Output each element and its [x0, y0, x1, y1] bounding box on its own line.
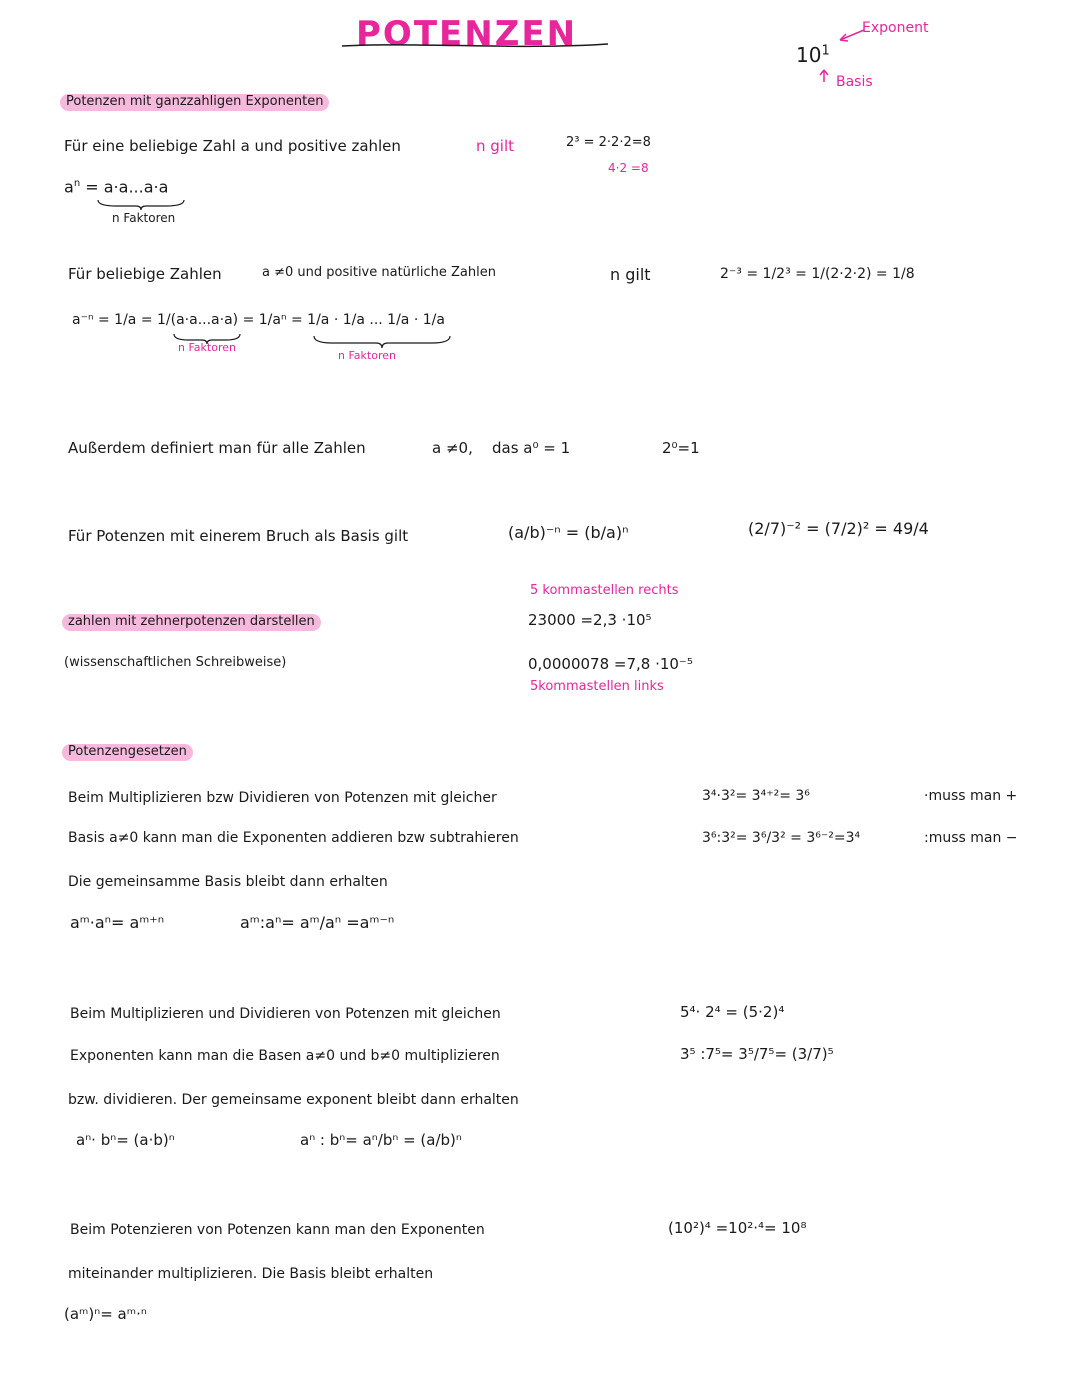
title-underline: [340, 40, 610, 50]
section3-condition: a ≠0,: [432, 439, 473, 457]
section2-factors-left: n Faktoren: [178, 341, 236, 354]
section1-example2: 4·2 =8: [608, 161, 649, 175]
section3-example: 2⁰=1: [662, 439, 700, 457]
section7-line2: Exponenten kann man die Basen a≠0 und b≠0 multiplizieren: [70, 1048, 500, 1064]
section6-formula1: aᵐ·aⁿ= aᵐ⁺ⁿ: [70, 913, 165, 932]
section6-line3: Die gemeinsamme Basis bleibt dann erhalten: [68, 874, 388, 890]
section1-brace: [96, 198, 186, 210]
section7-example1: 5⁴· 2⁴ = (5·2)⁴: [680, 1003, 785, 1021]
section8-line1: Beim Potenzieren von Potenzen kann man den Exponenten: [70, 1222, 485, 1238]
section6-heading: Potenzengesetzen: [62, 744, 193, 761]
section6-line1: Beim Multiplizieren bzw Dividieren von Potenzen mit gleicher: [68, 790, 497, 806]
section5-heading: zahlen mit zehnerpotenzen darstellen: [62, 614, 321, 631]
section3-das: das a⁰ = 1: [492, 439, 571, 457]
section6-formula2: aᵐ:aⁿ= aᵐ/aⁿ =aᵐ⁻ⁿ: [240, 913, 395, 932]
section7-example2: 3⁵ :7⁵= 3⁵/7⁵= (3/7)⁵: [680, 1045, 834, 1063]
section7-formula2: aⁿ : bⁿ= aⁿ/bⁿ = (a/b)ⁿ: [300, 1131, 462, 1149]
section5-ex2: 0,0000078 =7,8 ·10⁻⁵: [528, 655, 693, 673]
section8-formula: (aᵐ)ⁿ= aᵐ·ⁿ: [64, 1305, 147, 1323]
section2-factors-right: n Faktoren: [338, 349, 396, 362]
section1-line1: Für eine beliebige Zahl a und positive zahlen: [64, 137, 401, 155]
section5-sub: (wissenschaftlichen Schreibweise): [64, 655, 287, 670]
basis-label: Basis: [836, 74, 873, 90]
section2-formula: a⁻ⁿ = 1/a = 1/(a·a...a·a) = 1/aⁿ = 1/a · 1/a ... 1/a · 1/a: [72, 312, 445, 328]
exponent-label: Exponent: [862, 20, 929, 36]
section1-n-gilt: n gilt: [476, 137, 515, 155]
section1-formula: [64, 178, 168, 197]
top-example: [796, 44, 830, 67]
section2-condition: a ≠0 und positive natürliche Zahlen: [262, 265, 496, 280]
section6-example1: 3⁴·3²= 3⁴⁺²= 3⁶: [702, 788, 810, 804]
top-example-base: 10: [796, 43, 822, 67]
basis-arrow-icon: [818, 68, 838, 84]
section4-line: Für Potenzen mit einerem Bruch als Basis gilt: [68, 527, 409, 545]
page-title: POTENZEN: [356, 14, 578, 54]
section2-brace-right: [312, 334, 452, 348]
section1-factors: n Faktoren: [112, 211, 176, 225]
section6-line2: Basis a≠0 kann man die Exponenten addieren bzw subtrahieren: [68, 830, 519, 846]
section7-line3: bzw. dividieren. Der gemeinsame exponent bleibt dann erhalten: [68, 1092, 519, 1108]
top-example-exp: 1: [821, 43, 830, 59]
section2-example: 2⁻³ = 1/2³ = 1/(2·2·2) = 1/8: [720, 266, 915, 282]
section5-ex1: 23000 =2,3 ·10⁵: [528, 611, 652, 629]
section8-line2: miteinander multiplizieren. Die Basis bleibt erhalten: [68, 1266, 434, 1282]
section7-line1: Beim Multiplizieren und Dividieren von Potenzen mit gleichen: [70, 1006, 501, 1022]
section4-example: (2/7)⁻² = (7/2)² = 49/4: [748, 519, 929, 538]
section2-line: Für beliebige Zahlen: [68, 265, 222, 283]
section1-heading: Potenzen mit ganzzahligen Exponenten: [60, 94, 329, 111]
section4-formula: (a/b)⁻ⁿ = (b/a)ⁿ: [508, 523, 629, 542]
section7-formula1: aⁿ· bⁿ= (a·b)ⁿ: [76, 1131, 175, 1149]
section1-example1: 2³ = 2·2·2=8: [566, 135, 651, 150]
section6-example2: 3⁶:3²= 3⁶/3² = 3⁶⁻²=3⁴: [702, 830, 861, 846]
section6-note2: :muss man −: [924, 830, 1018, 846]
section5-note-right: 5 kommastellen rechts: [530, 583, 679, 598]
section6-note1: ·muss man +: [924, 788, 1018, 804]
section1-formula-sup: n: [73, 178, 81, 189]
section8-example: (10²)⁴ =10²·⁴= 10⁸: [668, 1219, 807, 1237]
section3-line: Außerdem definiert man für alle Zahlen: [68, 439, 366, 457]
section2-n-gilt: n gilt: [610, 265, 651, 284]
section5-note-left: 5kommastellen links: [530, 679, 664, 694]
section1-formula-rhs: = a·a...a·a: [85, 177, 169, 197]
section1-formula-lhs: a: [64, 177, 74, 197]
